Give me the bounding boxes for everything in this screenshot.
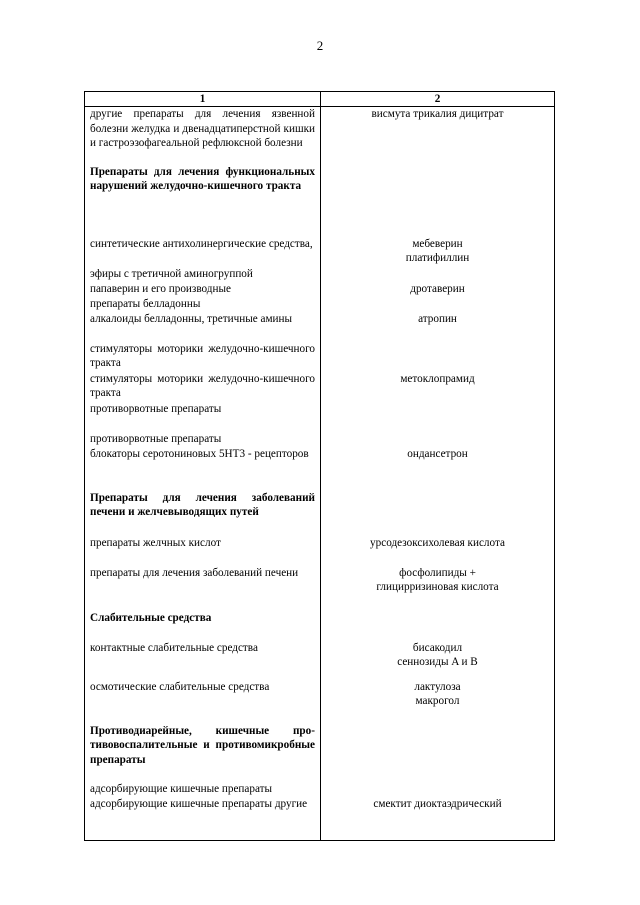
drug-name: дротаверин [410,282,465,295]
section-heading-text: Слабительные средства [90,611,212,624]
category-cell [85,237,321,267]
table-body [85,107,555,841]
category-cell [85,641,321,680]
table-row [85,432,555,447]
table-row [85,566,555,611]
category-text: эфиры с третичной аминогруппой [90,267,253,280]
table-row [85,611,555,641]
category-text: блокаторы серотониновых 5HT3 - рецепторов [90,447,309,460]
drug-name: макрогол [415,695,460,707]
drug-cell [321,641,555,680]
drug-name: сеннозиды A и B [397,656,478,668]
table-row [85,165,555,237]
category-cell [85,282,321,297]
category-text: препараты белладонны [90,297,201,310]
table-row [85,402,555,432]
table-row [85,641,555,680]
category-text: противорвотные препараты [90,432,222,445]
drug-cell [321,372,555,402]
section-heading-text: Противодиарейные, кишечные противовоспалительные и противомикробные препараты [90,724,315,766]
category-cell [85,797,321,841]
drug-cell [321,566,555,611]
drug-cell [321,297,555,312]
table-row [85,237,555,267]
table-row [85,797,555,841]
drug-cell [321,267,555,282]
drug-name: висмута трикалия дицитрат [371,108,504,120]
drug-table [84,91,555,841]
drug-cell [321,237,555,267]
category-cell [85,372,321,402]
table-row [85,312,555,342]
drug-name: глицирризиновая кислота [376,581,499,593]
drug-cell [321,491,555,536]
category-text: стимуляторы моторики желудочно-кишечного тракта [90,342,315,369]
category-cell [85,447,321,491]
category-cell [85,297,321,312]
table-row [85,297,555,312]
drug-name: ондансетрон [407,447,468,460]
drug-cell [321,724,555,782]
category-cell [85,566,321,611]
table-row [85,536,555,566]
section-heading [85,165,321,237]
category-cell [85,782,321,797]
section-heading [85,491,321,536]
table-row [85,447,555,491]
drug-name: смектит диоктаэдрический [373,797,502,810]
drug-cell [321,282,555,297]
table-row [85,342,555,372]
table-row [85,372,555,402]
category-cell [85,312,321,342]
table-row [85,107,555,165]
drug-name: урсодезоксихолевая кислота [370,536,505,549]
category-cell [85,432,321,447]
drug-name: бисакодил [412,641,463,654]
category-cell [85,107,321,165]
drug-cell [321,797,555,841]
drug-cell [321,402,555,432]
drug-cell [321,611,555,641]
category-text: синтетические антихолинергические средства, [90,237,313,250]
category-text: адсорбирующие кишечные препараты другие [90,797,308,810]
category-text: противорвотные препараты [90,402,222,415]
drug-cell [321,680,555,724]
drug-name: мебеверин [412,237,463,250]
table-row [85,782,555,797]
category-text: осмотические слабительные средства [90,680,270,693]
table-row [85,680,555,724]
table-row [85,282,555,297]
drug-cell [321,432,555,447]
category-text: другие препараты для лечения язвенной болезни желудка и двенадцатиперстной кишки и гастроэзофагеальной рефлюксной болезни [90,108,315,149]
drug-name: фосфолипиды + [399,566,476,579]
section-heading [85,611,321,641]
drug-name: лактулоза [414,680,461,693]
drug-name: платифиллин [405,252,470,264]
drug-name: атропин [418,312,457,325]
column-header-2: 2 [321,92,555,107]
category-cell [85,680,321,724]
category-text: адсорбирующие кишечные препараты [90,782,273,795]
drug-cell [321,536,555,566]
section-heading [85,724,321,782]
section-heading-text: Препараты для лечения заболеваний печени и желчевыводящих путей [90,491,315,518]
table-row [85,724,555,782]
column-header-1: 1 [85,92,321,107]
category-cell [85,536,321,566]
drug-cell [321,107,555,165]
page-number: 2 [316,38,324,53]
drug-cell [321,165,555,237]
table-row [85,491,555,536]
drug-cell [321,782,555,797]
category-text: папаверин и его производные [90,282,231,295]
drug-name: метоклопрамид [400,372,475,385]
drug-cell [321,342,555,372]
table-row [85,267,555,282]
category-text: препараты желчных кислот [90,536,221,549]
category-text: контактные слабительные средства [90,641,258,654]
category-cell [85,342,321,372]
table-header-row [85,92,555,107]
category-text: стимуляторы моторики желудочно-кишечного тракта [90,372,315,399]
section-heading-text: Препараты для лечения функциональных нарушений желудочно-кишечного тракта [90,165,315,192]
category-text: алкалоиды белладонны, третичные амины [90,312,293,325]
category-text: препараты для лечения заболеваний печени [90,566,299,579]
drug-cell [321,447,555,491]
drug-cell [321,312,555,342]
category-cell [85,402,321,432]
category-cell [85,267,321,282]
